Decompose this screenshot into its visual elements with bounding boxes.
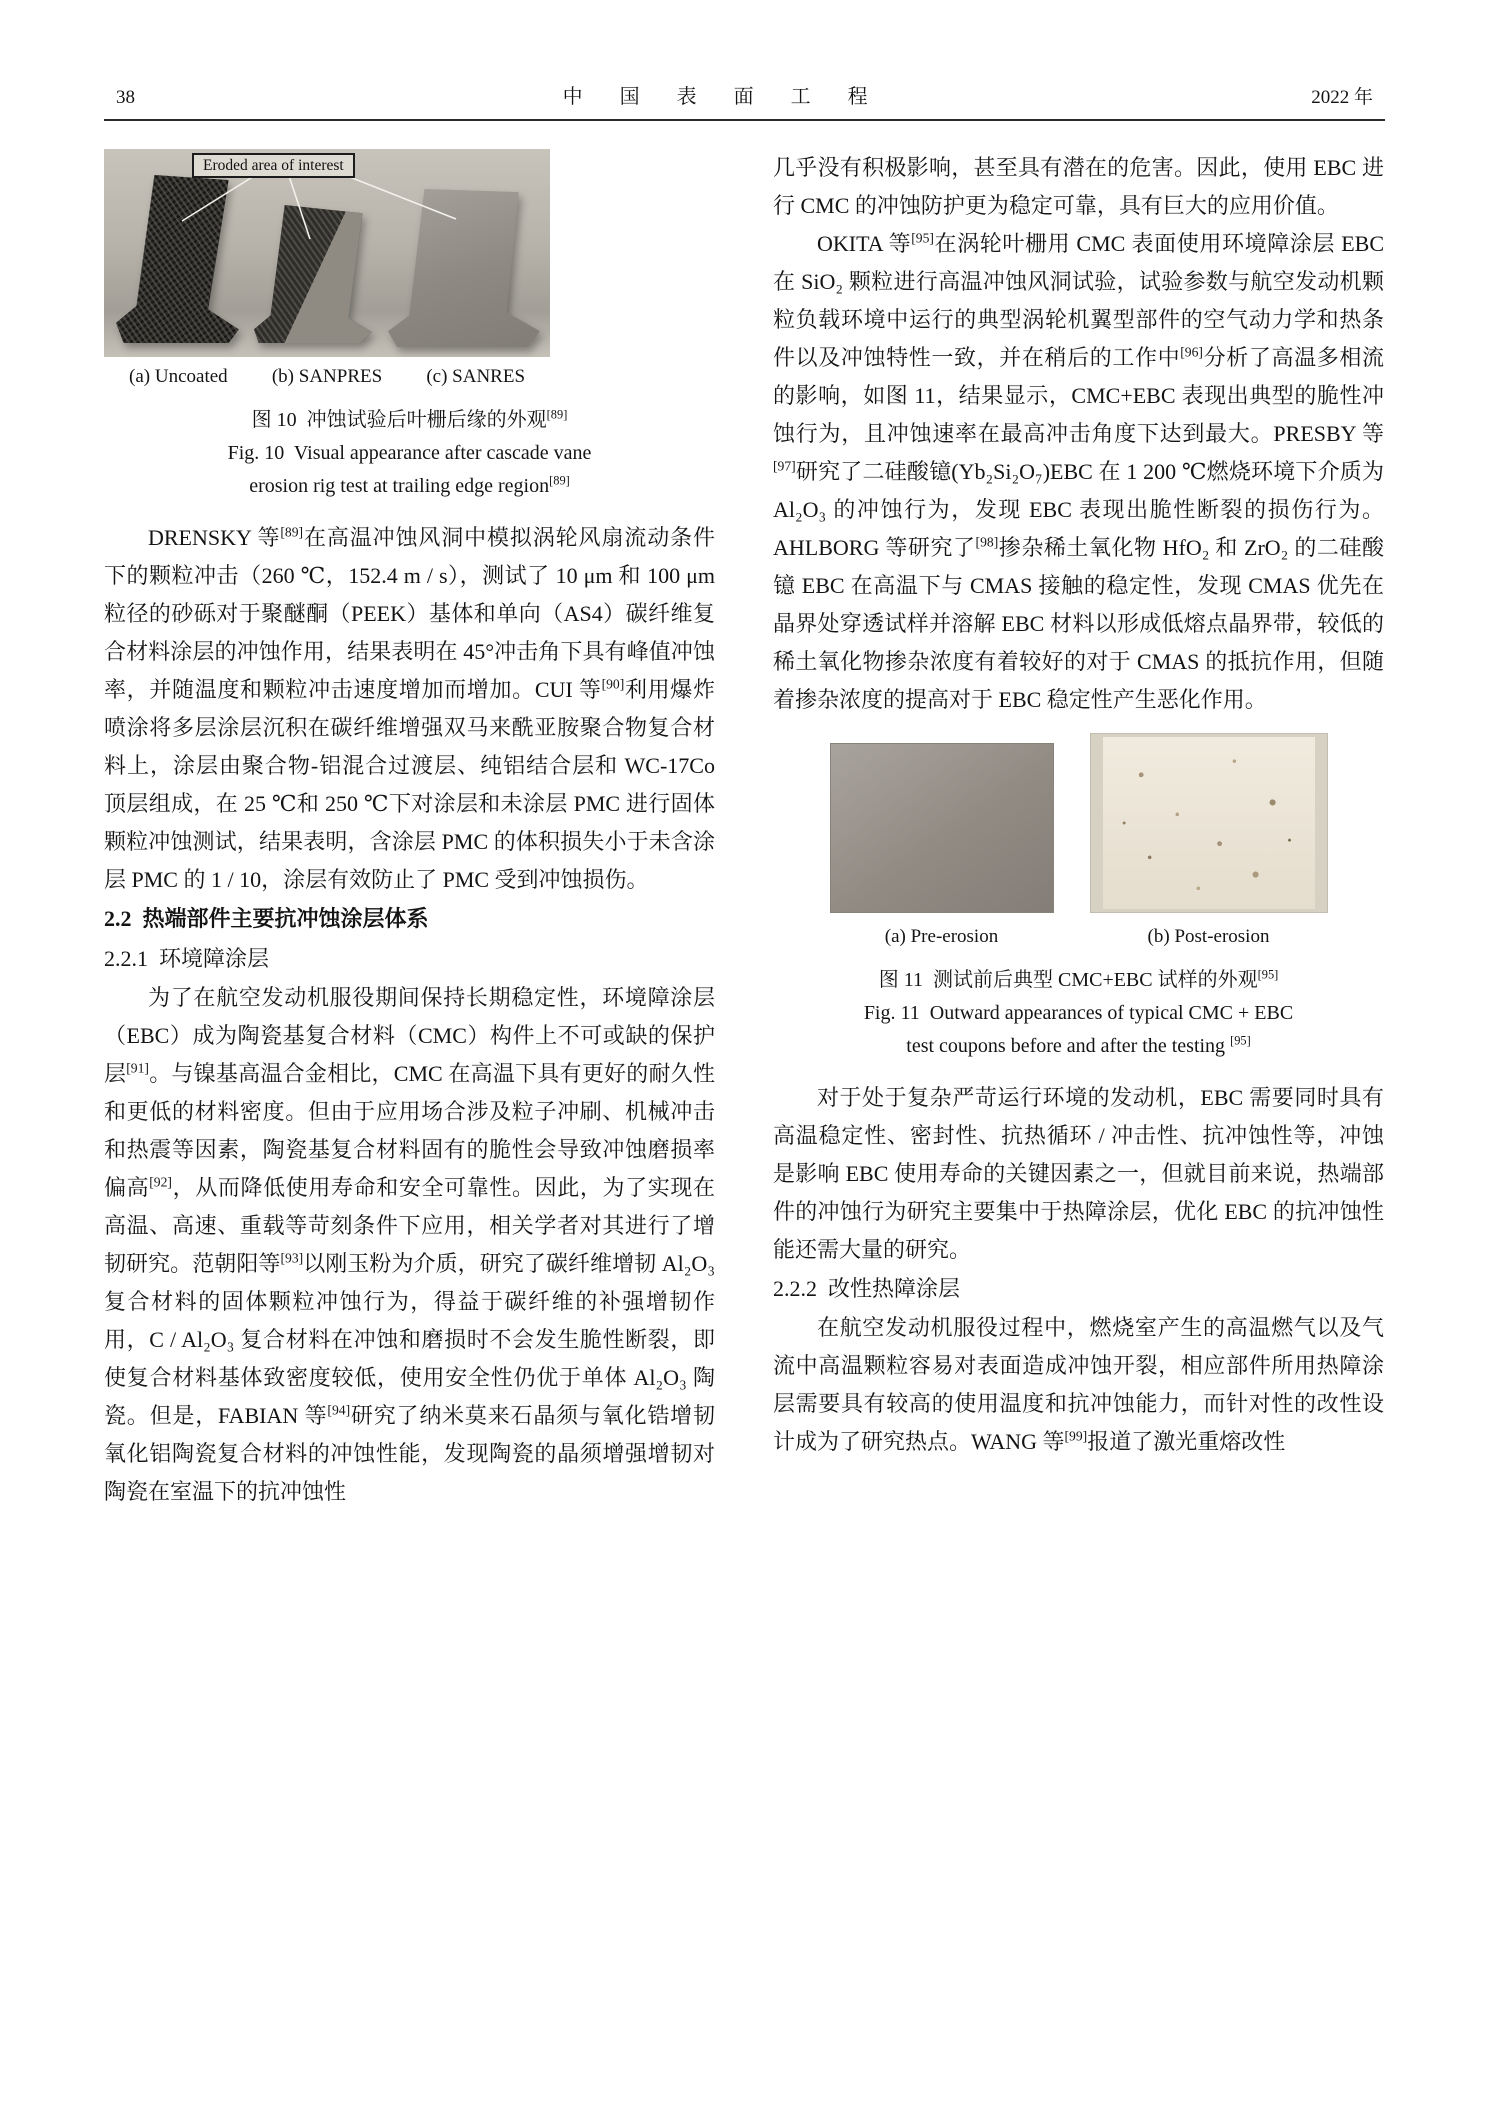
journal-title: 中 国 表 面 工 程 — [562, 86, 884, 108]
right-column — [773, 149, 1384, 1511]
figure-11-item-post — [1090, 733, 1328, 949]
figure-11-photos — [773, 733, 1384, 949]
vane-sanres — [388, 189, 540, 347]
pre-erosion-coupon-photo — [830, 743, 1054, 913]
figure-10-subcaptions — [104, 365, 550, 389]
content-columns — [104, 149, 1385, 1511]
vane-sanpres-blade — [254, 205, 372, 343]
figure-11-caption-en-line1: Fig. 11 Outward appearances of typical CMC + EBC — [863, 1002, 1294, 1024]
subsection-heading-2-2-1: 2.2.1 环境障涂层 — [104, 946, 270, 971]
figure-11-caption-zh: 图 11 测试前后典型 CMC+EBC 试样的外观[95] — [878, 967, 1279, 991]
body-paragraph-tbc: 在航空发动机服役过程中，燃烧室产生的高温燃气以及气流中高温颗粒容易对表面造成冲蚀开裂，相应部件所用热障涂层需要具有较高的使用温度和抗冲蚀能力，而针对性的改性设计成为了研究热点。WANG 等[99]报道了激光重熔改性 — [773, 1315, 1384, 1454]
publication-year: 2022 年 — [1311, 87, 1373, 108]
left-column — [104, 149, 715, 1511]
figure-11 — [773, 733, 1384, 1063]
eroded-area-label: Eroded area of interest — [192, 153, 355, 178]
subcaption-post-erosion: (b) Post-erosion — [1147, 926, 1270, 947]
subsection-heading-2-2-2: 2.2.2 改性热障涂层 — [773, 1276, 961, 1301]
figure-11-caption-en-line2: test coupons before and after the testing [95] — [906, 1033, 1251, 1057]
figure-11-item-pre — [830, 743, 1054, 949]
figure-10-caption — [104, 403, 715, 503]
figure-11-caption — [773, 963, 1384, 1063]
figure-10-caption-en-line1: Fig. 10 Visual appearance after cascade vane — [227, 442, 592, 464]
vane-sanres-blade — [388, 189, 540, 347]
post-erosion-coupon-photo — [1090, 733, 1328, 913]
body-paragraph-ebc-intro: 为了在航空发动机服役期间保持长期稳定性，环境障涂层（EBC）成为陶瓷基复合材料（CMC）构件上不可或缺的保护层[91]。与镍基高温合金相比，CMC 在高温下具有更好的耐久性和更低的材料密度。但由于应用场合涉及粒子冲刷、机械冲击和热震等因素，陶瓷基复合材料固有的脆性会导致冲蚀磨损率偏高[92]，从而降低使用寿命和安全可靠性。因此，为了实现在高温、高速、重载等苛刻条件下应用，相关学者对其进行了增韧研究。范朝阳等[93]以刚玉粉为介质，研究了碳纤维增韧 Al₂O₃ 复合材料的固体颗粒冲蚀行为，得益于碳纤维的补强增韧作用，C / Al₂O₃ 复合材料在冲蚀和磨损时不会发生脆性断裂，即使复合材料基体致密度较低，使用安全性仍优于单体 Al₂O₃ 陶瓷。但是，FABIAN 等[94]研究了纳米莫来石晶须与氧化锆增韧氧化铝陶瓷复合材料的冲蚀性能，发现陶瓷的晶须增强增韧对陶瓷在室温下的抗冲蚀性 — [104, 985, 715, 1504]
body-paragraph-drensky: DRENSKY 等[89]在高温冲蚀风洞中模拟涡轮风扇流动条件下的颗粒冲击（260 ℃，152.4 m / s），测试了 10 μm 和 100 μm 粒径的砂砾对于聚醚酮（PEEK）基体和单向（AS4）碳纤维复合材料涂层的冲蚀作用，结果表明在 45°冲击角下具有峰值冲蚀率，并随温度和颗粒冲击速度增加而增加。CUI 等[90]利用爆炸喷涂将多层涂层沉积在碳纤维增强双马来酰亚胺聚合物复合材料上，涂层由聚合物-铝混合过渡层、纯铝结合层和 WC-17Co 顶层组成，在 25 ℃和 250 ℃下对涂层和未涂层 PMC 进行固体颗粒冲蚀测试，结果表明，含涂层 PMC 的体积损失小于未含涂层 PMC 的 1 / 10，涂层有效防止了 PMC 受到冲蚀损伤。 — [104, 524, 715, 892]
vane-sanpres — [254, 205, 372, 343]
figure-10-caption-en-line2: erosion rig test at trailing edge region[89] — [249, 473, 570, 497]
body-paragraph-okita: OKITA 等[95]在涡轮叶栅用 CMC 表面使用环境障涂层 EBC 在 SiO₂ 颗粒进行高温冲蚀风洞试验，试验参数与航空发动机颗粒负载环境中运行的典型涡轮机翼型部件的空气动力学和热条件以及冲蚀特性一致，并在稍后的工作中[96]分析了高温多相流的影响，如图 11，结果显示，CMC+EBC 表现出典型的脆性冲蚀行为，且冲蚀速率在最高冲击角度下达到最大。PRESBY 等[97]研究了二硅酸镱(Yb₂Si₂O₇)EBC 在 1 200 ℃燃烧环境下介质为 Al₂O₃ 的冲蚀行为，发现 EBC 表现出脆性断裂的损伤行为。AHLBORG 等研究了[98]掺杂稀土氧化物 HfO₂ 和 ZrO₂ 的二硅酸镱 EBC 在高温下与 CMAS 接触的稳定性，发现 CMAS 优先在晶界处穿透试样并溶解 EBC 材料以形成低熔点晶界带，较低的稀土氧化物掺杂浓度有着较好的对于 CMAS 的抵抗作用，但随着掺杂浓度的提高对于 EBC 稳定性产生恶化作用。 — [773, 230, 1385, 712]
body-paragraph-ebc-requirements: 对于处于复杂严苛运行环境的发动机，EBC 需要同时具有高温稳定性、密封性、抗热循环 / 冲击性、抗冲蚀性等，冲蚀是影响 EBC 使用寿命的关键因素之一，但就目前来说，热端部件的冲蚀行为研究主要集中于热障涂层，优化 EBC 的抗冲蚀性能还需大量的研究。 — [773, 1085, 1384, 1262]
header-rule — [104, 119, 1385, 121]
figure-10-caption-zh: 图 10 冲蚀试验后叶栅后缘的外观[89] — [251, 407, 568, 431]
subcaption-c: (c) SANRES — [426, 366, 526, 387]
figure-10 — [104, 149, 715, 503]
subcaption-a: (a) Uncoated — [129, 366, 228, 387]
vane-uncoated-blade — [116, 175, 244, 343]
vane-uncoated — [116, 175, 244, 343]
eroded-surface-texture — [1103, 737, 1315, 909]
subcaption-b: (b) SANPRES — [271, 366, 383, 387]
body-paragraph-continuation: 几乎没有积极影响，甚至具有潜在的危害。因此，使用 EBC 进行 CMC 的冲蚀防护更为稳定可靠，具有巨大的应用价值。 — [773, 155, 1384, 218]
section-heading-2-2: 2.2 热端部件主要抗冲蚀涂层体系 — [104, 906, 429, 931]
page-number: 38 — [116, 87, 135, 108]
subcaption-pre-erosion: (a) Pre-erosion — [884, 926, 999, 947]
page-header — [104, 80, 1385, 113]
figure-10-photo — [104, 149, 550, 357]
